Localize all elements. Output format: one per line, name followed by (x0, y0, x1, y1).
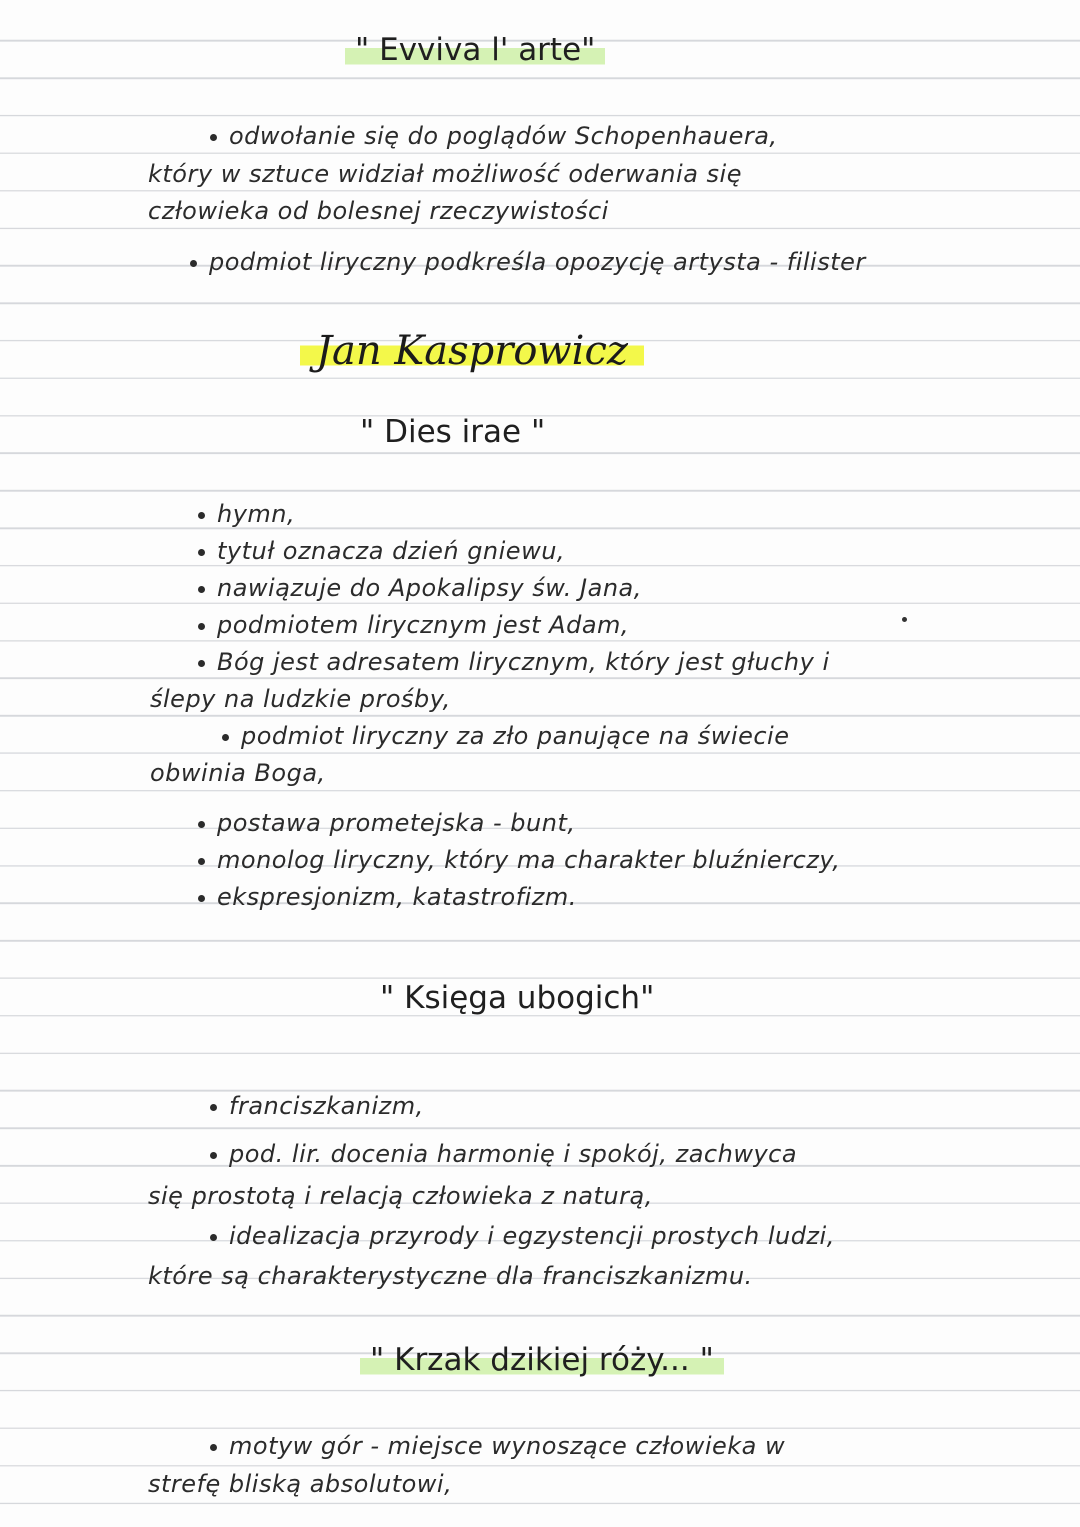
bullet-icon (210, 1234, 217, 1241)
bullet-icon (198, 623, 205, 630)
author-name: Jan Kasprowicz (300, 328, 644, 374)
poem-title-evviva-text: " Evviva l' arte" (345, 32, 605, 68)
author-heading (300, 328, 644, 374)
note-line: pod. lir. docenia harmonię i spokój, zachwyca (210, 1140, 797, 1168)
poem-title-dies-irae-text: " Dies irae " (360, 414, 546, 450)
bullet-icon (210, 1104, 217, 1111)
bullet-icon (210, 1152, 217, 1159)
note-line: który w sztuce widział możliwość oderwania się (148, 160, 742, 188)
note-line: podmiotem lirycznym jest Adam, (198, 611, 629, 639)
note-line: franciszkanizm, (210, 1092, 424, 1120)
bullet-icon (210, 1444, 217, 1451)
bullet-icon (210, 134, 217, 141)
note-line: hymn, (198, 500, 295, 528)
poem-title-ksiega-text: " Księga ubogich" (380, 980, 655, 1016)
note-line: człowieka od bolesnej rzeczywistości (148, 197, 609, 225)
poem-title-evviva (345, 32, 605, 68)
bullet-icon (198, 821, 205, 828)
bullet-icon (198, 858, 205, 865)
bullet-icon (198, 586, 205, 593)
bullet-icon (190, 260, 197, 267)
poem-title-dies-irae (360, 414, 545, 450)
stray-dot (902, 617, 907, 622)
bullet-icon (198, 895, 205, 902)
poem-title-krzak-text: " Krzak dzikiej róży... " (360, 1342, 724, 1378)
note-line: ślepy na ludzkie prośby, (150, 685, 451, 713)
poem-title-ksiega (380, 980, 654, 1016)
note-line: strefę bliską absolutowi, (148, 1470, 453, 1498)
note-line: motyw gór - miejsce wynoszące człowieka w (210, 1432, 785, 1460)
note-line: idealizacja przyrody i egzystencji prostych ludzi, (210, 1222, 835, 1250)
bullet-icon (222, 734, 229, 741)
note-line: postawa prometejska - bunt, (198, 809, 576, 837)
note-line: ekspresjonizm, katastrofizm. (198, 883, 577, 911)
note-line: monolog liryczny, który ma charakter bluźnierczy, (198, 846, 840, 874)
note-line: odwołanie się do poglądów Schopenhauera, (210, 122, 778, 150)
note-line: Bóg jest adresatem lirycznym, który jest głuchy i (198, 648, 830, 676)
bullet-icon (198, 660, 205, 667)
note-line: podmiot liryczny za zło panujące na świecie (222, 722, 789, 750)
bullet-icon (198, 512, 205, 519)
note-line: podmiot liryczny podkreśla opozycję artysta - filister (190, 248, 866, 276)
note-line: obwinia Boga, (150, 759, 326, 787)
note-line: które są charakterystyczne dla franciszkanizmu. (148, 1262, 753, 1290)
note-line: się prostotą i relacją człowieka z naturą, (148, 1182, 653, 1210)
poem-title-krzak (360, 1342, 724, 1378)
note-line: nawiązuje do Apokalipsy św. Jana, (198, 574, 642, 602)
note-line: tytuł oznacza dzień gniewu, (198, 537, 565, 565)
bullet-icon (198, 549, 205, 556)
